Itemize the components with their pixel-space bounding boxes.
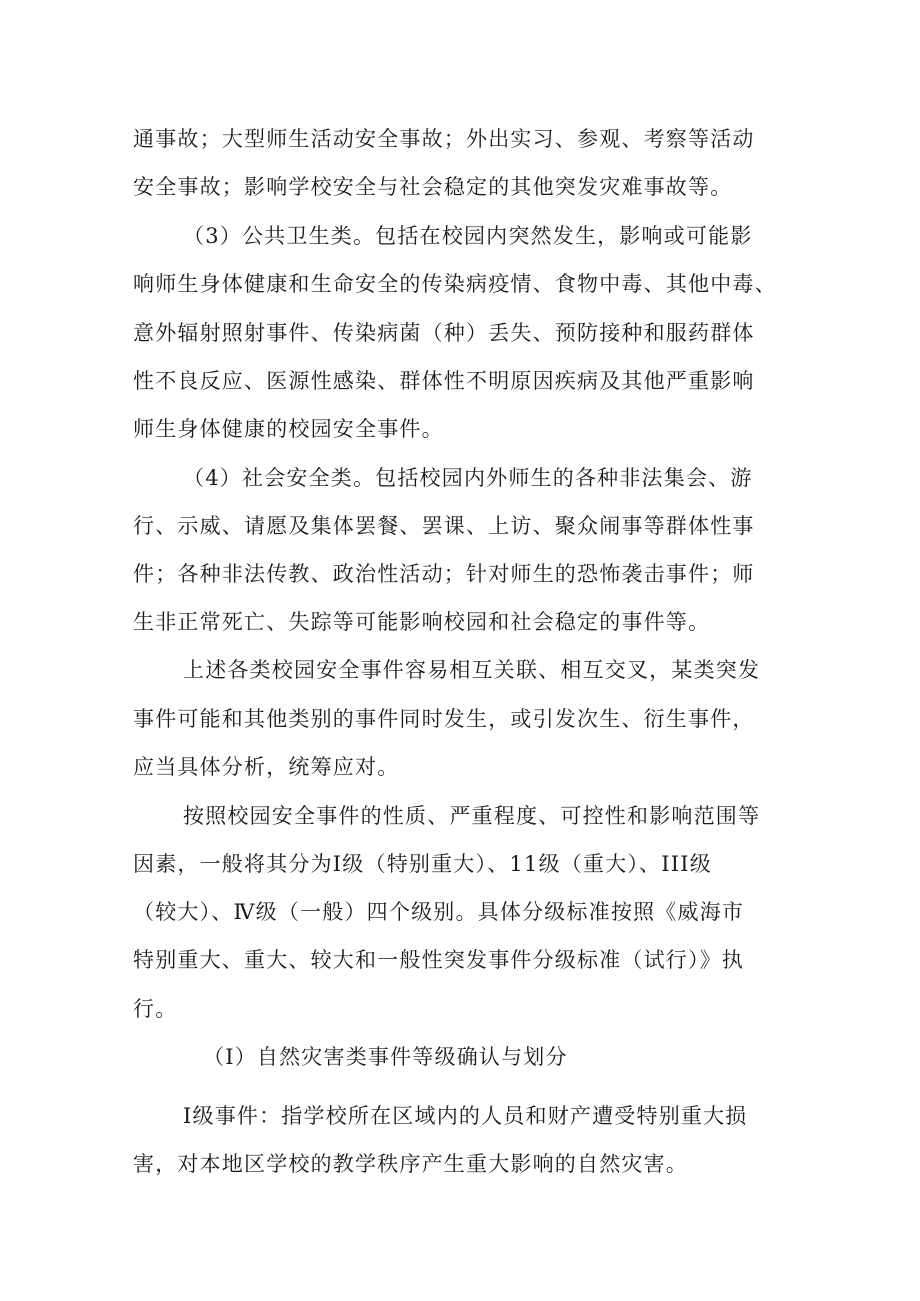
text-line: 事件可能和其他类别的事件同时发生，或引发次生、衍生事件， — [133, 707, 755, 731]
text-line: 安全事故；影响学校安全与社会稳定的其他突发灾难事故等。 — [133, 175, 733, 199]
text-line: 意外辐射照射事件、传染病菌（种）丢失、预防接种和服药群体 — [133, 321, 755, 345]
text-line: 应当具体分析，统筹应对。 — [133, 755, 400, 779]
text-line: 件；各种非法传教、政治性活动；针对师生的恐怖袭击事件；师 — [133, 562, 755, 586]
text-line: Ⅰ级事件：指学校所在区域内的人员和财产遭受特别重大损 — [183, 1104, 748, 1128]
text-line: （4）社会安全类。包括校园内外师生的各种非法集会、游 — [183, 466, 753, 490]
text-line: 因素，一般将其分为Ⅰ级（特别重大）、11级（重大）、III级 — [133, 852, 712, 876]
text-line: 特别重大、重大、较大和一般性突发事件分级标准（试行）》执 — [133, 948, 745, 972]
text-line: 行。 — [133, 997, 178, 1021]
section-heading: （I）自然灾害类事件等级确认与划分 — [203, 1045, 568, 1069]
text-line: 行、示威、请愿及集体罢餐、罢课、上访、聚众闹事等群体性事 — [133, 514, 755, 538]
text-line: （较大）、Ⅳ级（一般）四个级别。具体分级标准按照《威海市 — [133, 900, 745, 924]
text-line: 上述各类校园安全事件容易相互关联、相互交叉，某类突发 — [183, 658, 761, 682]
text-line: 生非正常死亡、失踪等可能影响校园和社会稳定的事件等。 — [133, 610, 711, 634]
text-line: 师生身体健康的校园安全事件。 — [133, 417, 444, 441]
text-line: 通事故；大型师生活动安全事故；外出实习、参观、考察等活动 — [133, 127, 755, 151]
text-line: （3）公共卫生类。包括在校园内突然发生，影响或可能影 — [183, 224, 753, 248]
text-line: 响师生身体健康和生命安全的传染病疫情、食物中毒、其他中毒、 — [133, 272, 777, 296]
text-line: 性不良反应、医源性感染、群体性不明原因疾病及其他严重影响 — [133, 369, 755, 393]
text-line: 按照校园安全事件的性质、严重程度、可控性和影响范围等 — [183, 804, 761, 828]
text-line: 害，对本地区学校的教学秩序产生重大影响的自然灾害。 — [133, 1152, 688, 1176]
